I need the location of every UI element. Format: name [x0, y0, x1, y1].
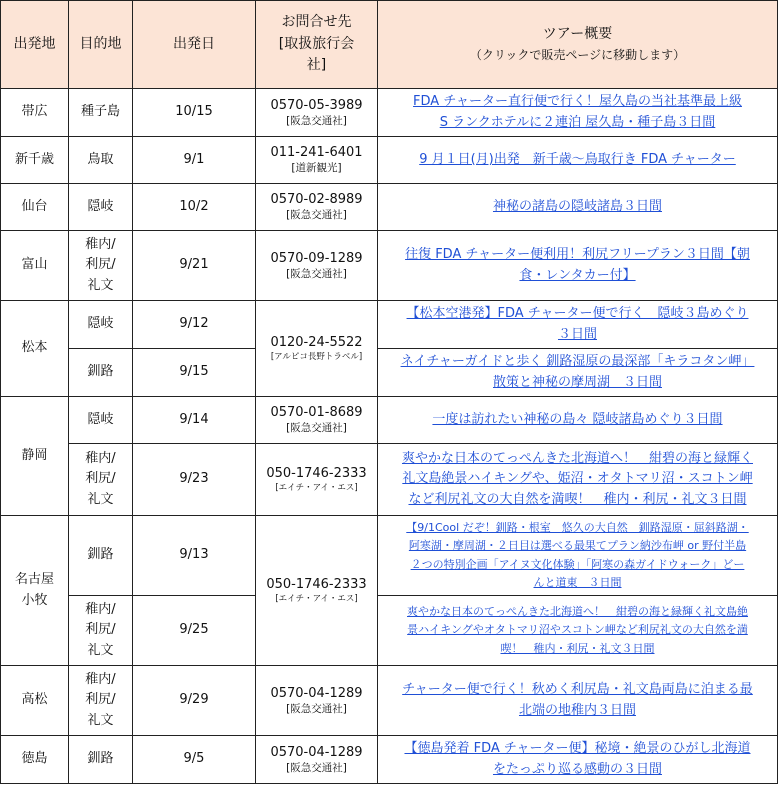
company-name: [道新観光]	[291, 162, 342, 175]
header-contact-line: お問合せ先	[281, 13, 352, 30]
table-row	[1, 89, 778, 137]
origin-cell: 名古屋 小牧	[1, 516, 69, 666]
tour-cell	[378, 397, 778, 444]
table-row	[1, 444, 778, 516]
header-contact-line: [取扱旅行会	[278, 35, 355, 52]
destination-cell: 釧路	[69, 516, 133, 596]
tour-cell	[378, 736, 778, 784]
destination-cell: 稚内/ 利尻/ 礼文	[69, 596, 133, 666]
header-date: 出発日	[133, 1, 256, 89]
date-cell: 9/23	[133, 444, 256, 516]
contact-cell	[256, 89, 378, 137]
phone-number: 0570-01-8689	[270, 405, 363, 421]
date-cell: 9/1	[133, 137, 256, 184]
header-tour-title: ツアー概要	[542, 26, 613, 43]
destination-cell: 隠岐	[69, 184, 133, 231]
destination-cell: 種子島	[69, 89, 133, 137]
origin-cell: 新千歳	[1, 137, 69, 184]
destination-cell: 釧路	[69, 349, 133, 397]
company-name: [阪急交通社]	[286, 702, 347, 715]
tour-link[interactable]: 【9/1Cool だぞ！釧路・根室 悠久の大自然 釧路湿原・屈斜路湖・ 阿寒湖・摩周湖・２日目は選べる最果てプラン納沙布岬 or 野付半島 ２つの特別企画「アイヌ文化体験」「阿寒の森ガイドウォーク」どー んと道東 ３日間	[406, 521, 749, 589]
table-row	[1, 349, 778, 397]
destination-cell: 稚内/ 利尻/ 礼文	[69, 666, 133, 736]
contact-cell	[256, 666, 378, 736]
header-row	[1, 1, 778, 89]
company-name: [阪急交通社]	[286, 114, 347, 127]
company-name: [阪急交通社]	[286, 267, 347, 280]
company-name: [エイチ・アイ・エス]	[275, 594, 358, 605]
contact-cell	[256, 516, 378, 666]
tour-cell	[378, 89, 778, 137]
tour-cell	[378, 516, 778, 596]
header-tour-subtitle: （クリックで販売ページに移動します）	[469, 48, 686, 63]
date-cell: 9/12	[133, 301, 256, 349]
origin-cell: 静岡	[1, 397, 69, 516]
tour-link[interactable]: 【松本空港発】FDA チャーター便で行く 隠岐３島めぐり ３日間	[406, 306, 749, 342]
tour-cell	[378, 666, 778, 736]
date-cell: 9/29	[133, 666, 256, 736]
company-name: [阪急交通社]	[286, 209, 347, 222]
destination-cell: 鳥取	[69, 137, 133, 184]
table-row	[1, 736, 778, 784]
tour-link[interactable]: FDA チャーター直行便で行く！屋久島の当社基準最上級 S ランクホテルに２連泊 屋久島・種子島３日間	[413, 94, 742, 130]
company-name: [阪急交通社]	[286, 761, 347, 774]
origin-cell: 徳島	[1, 736, 69, 784]
tour-cell	[378, 349, 778, 397]
origin-cell: 松本	[1, 301, 69, 397]
tour-link[interactable]: チャーター便で行く！秋めく利尻島・礼文島両島に泊まる最 北端の地稚内３日間	[402, 682, 753, 718]
tour-cell	[378, 184, 778, 231]
header-destination: 目的地	[69, 1, 133, 89]
origin-cell: 仙台	[1, 184, 69, 231]
tour-cell	[378, 231, 778, 301]
company-name: [アルピコ長野トラベル]	[270, 352, 363, 363]
table-row	[1, 397, 778, 444]
origin-cell: 富山	[1, 231, 69, 301]
tour-cell	[378, 301, 778, 349]
tour-link[interactable]: 往復 FDA チャーター便利用！利尻フリープラン３日間【朝 食・レンタカー付】	[405, 247, 750, 283]
contact-cell	[256, 397, 378, 444]
table-row	[1, 596, 778, 666]
tour-link[interactable]: 一度は訪れたい神秘の島々 隠岐諸島めぐり３日間	[432, 411, 723, 427]
contact-cell	[256, 736, 378, 784]
contact-cell	[256, 444, 378, 516]
company-name: [エイチ・アイ・エス]	[275, 483, 358, 494]
header-contact-line: 社]	[306, 57, 327, 74]
table-row	[1, 231, 778, 301]
phone-number: 050-1746-2333	[266, 576, 367, 592]
destination-cell: 隠岐	[69, 301, 133, 349]
table-row	[1, 666, 778, 736]
date-cell: 9/13	[133, 516, 256, 596]
phone-number: 0570-02-8989	[270, 192, 363, 208]
destination-cell: 釧路	[69, 736, 133, 784]
contact-cell	[256, 137, 378, 184]
table-row	[1, 516, 778, 596]
tour-link[interactable]: 9 月１日(月)出発 新千歳～鳥取行き FDA チャーター	[419, 151, 736, 167]
date-cell: 9/14	[133, 397, 256, 444]
phone-number: 0570-04-1289	[270, 685, 363, 701]
date-cell: 9/25	[133, 596, 256, 666]
table-row	[1, 137, 778, 184]
phone-number: 0570-05-3989	[270, 97, 363, 113]
phone-number: 0120-24-5522	[270, 334, 363, 350]
date-cell: 10/15	[133, 89, 256, 137]
date-cell: 9/21	[133, 231, 256, 301]
company-name: [阪急交通社]	[286, 422, 347, 435]
contact-cell	[256, 184, 378, 231]
tour-link[interactable]: 爽やかな日本のてっぺんきた北海道へ！ 紺碧の海と緑輝く 礼文島絶景ハイキングや、姫沼・オタトマリ沼・スコトン岬 など利尻礼文の大自然を満喫！ 稚内・利尻・礼文３日間	[401, 451, 753, 507]
table-row	[1, 184, 778, 231]
header-tour	[378, 1, 778, 89]
header-origin: 出発地	[1, 1, 69, 89]
date-cell: 9/15	[133, 349, 256, 397]
origin-cell: 高松	[1, 666, 69, 736]
phone-number: 0570-09-1289	[270, 250, 363, 266]
phone-number: 0570-04-1289	[270, 744, 363, 760]
contact-cell	[256, 231, 378, 301]
origin-cell: 帯広	[1, 89, 69, 137]
tour-cell	[378, 444, 778, 516]
date-cell: 9/5	[133, 736, 256, 784]
tour-link[interactable]: 爽やかな日本のてっぺんきた北海道へ！ 紺碧の海と緑輝く礼文島絶 景ハイキングやオタトマリ沼やスコトン岬など利尻礼文の大自然を満 喫！ 稚内・利尻・礼文３日間	[407, 605, 748, 655]
destination-cell: 隠岐	[69, 397, 133, 444]
header-contact	[256, 1, 378, 89]
tour-cell	[378, 137, 778, 184]
contact-cell	[256, 301, 378, 397]
phone-number: 050-1746-2333	[266, 465, 367, 481]
tour-link[interactable]: 【徳島発着 FDA チャーター便】秘境・絶景のひがし北海道 をたっぷり巡る感動の３日間	[404, 741, 751, 777]
table-row	[1, 301, 778, 349]
phone-number: 011-241-6401	[270, 145, 363, 161]
destination-cell: 稚内/ 利尻/ 礼文	[69, 444, 133, 516]
destination-cell: 稚内/ 利尻/ 礼文	[69, 231, 133, 301]
tour-link[interactable]: 神秘の諸島の隠岐諸島３日間	[492, 198, 662, 214]
tour-link[interactable]: ネイチャーガイドと歩く 釧路湿原の最深部「キラコタン岬」 散策と神秘の摩周湖 ３日間	[400, 354, 755, 390]
date-cell: 10/2	[133, 184, 256, 231]
tour-cell	[378, 596, 778, 666]
